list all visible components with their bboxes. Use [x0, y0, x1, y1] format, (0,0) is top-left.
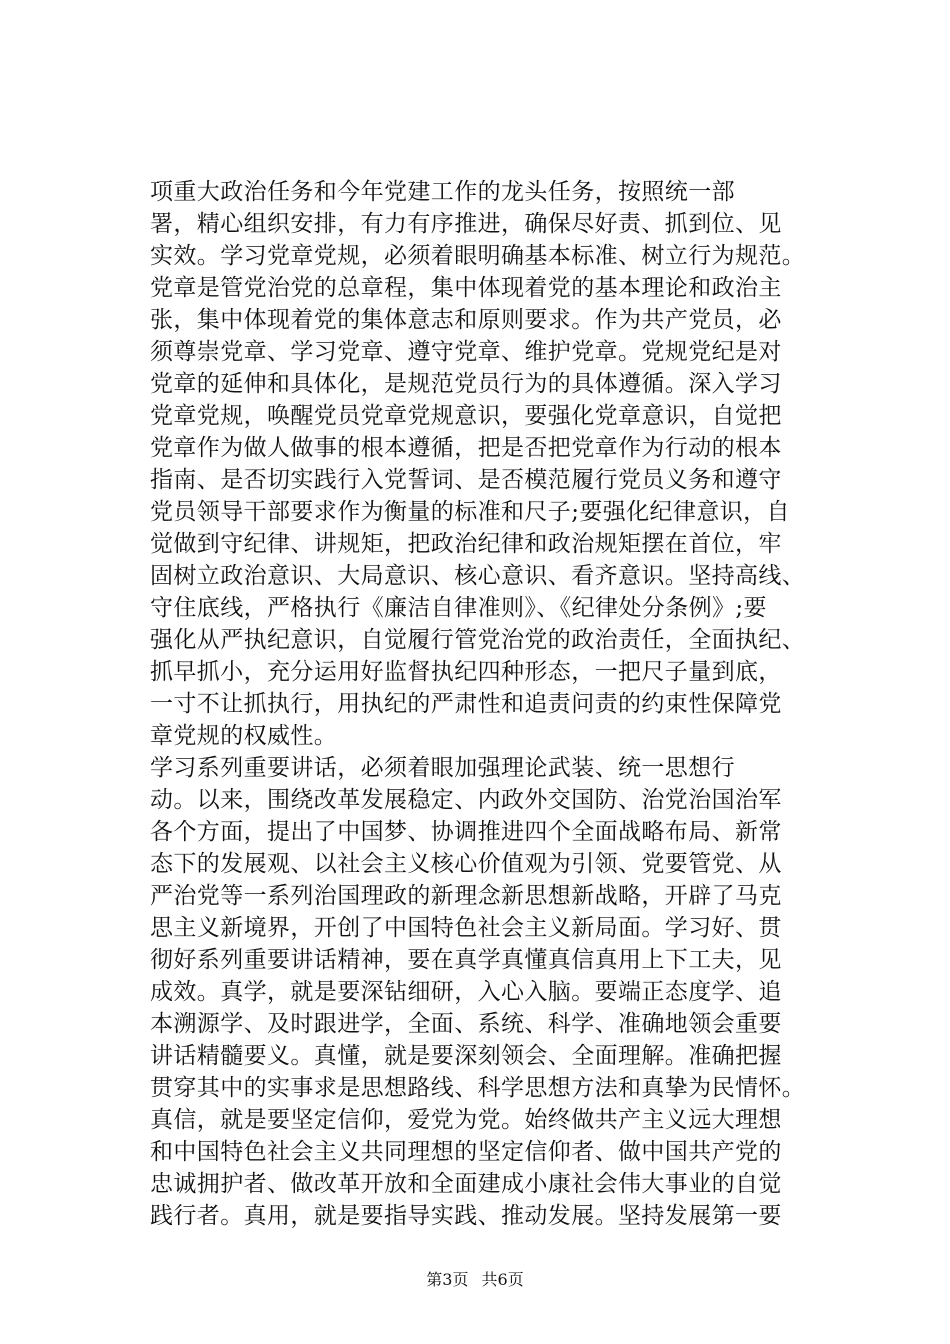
- text-line: 真信，就是要坚定信仰，爱党为党。始终做共产主义远大理想: [150, 1107, 782, 1133]
- text-line: 张，集中体现着党的集体意志和原则要求。作为共产党员，必: [150, 307, 782, 333]
- text-line: 实效。学习党章党规，必须着眼明确基本标准、树立行为规范。: [150, 243, 806, 269]
- text-line: 彻好系列重要讲话精神，要在真学真懂真信真用上下工夫，见: [150, 947, 782, 973]
- text-line: 党章是管党治党的总章程，集中体现着党的基本理论和政治主: [150, 275, 782, 301]
- text-line: 须尊崇党章、学习党章、遵守党章、维护党章。党规党纪是对: [150, 339, 782, 365]
- text-line: 态下的发展观、以社会主义核心价值观为引领、党要管党、从: [150, 851, 782, 877]
- text-line: 守住底线，严格执行《廉洁自律准则》、《纪律处分条例》;要: [150, 595, 767, 621]
- text-line: 章党规的权威性。: [150, 723, 338, 749]
- text-line: 忠诚拥护者、做改革开放和全面建成小康社会伟大事业的自觉: [150, 1171, 782, 1197]
- total-pages: 共6页: [481, 1270, 524, 1289]
- text-line: 践行者。真用，就是要指导实践、推动发展。坚持发展第一要: [150, 1203, 782, 1229]
- text-line: 一寸不让抓执行，用执纪的严肃性和追责问责的约束性保障党: [150, 691, 782, 717]
- text-line: 党章的延伸和具体化，是规范党员行为的具体遵循。深入学习: [150, 371, 782, 397]
- text-line: 贯穿其中的实事求是思想路线、科学思想方法和真挚为民情怀。: [150, 1075, 806, 1101]
- text-line: 指南、是否切实践行入党誓词、是否模范履行党员义务和遵守: [150, 467, 782, 493]
- text-line: 署，精心组织安排，有力有序推进，确保尽好责、抓到位、见: [150, 211, 782, 237]
- text-line: 固树立政治意识、大局意识、核心意识、看齐意识。坚持高线、: [150, 563, 806, 589]
- text-line: 强化从严执纪意识，自觉履行管党治党的政治责任，全面执纪、: [150, 627, 806, 653]
- text-line: 觉做到守纪律、讲规矩，把政治纪律和政治规矩摆在首位，牢: [150, 531, 782, 557]
- text-line: 思主义新境界，开创了中国特色社会主义新局面。学习好、贯: [150, 915, 782, 941]
- text-line: 党章党规，唤醒党员党章党规意识，要强化党章意识，自觉把: [150, 403, 782, 429]
- page-number: 第3页: [426, 1270, 469, 1289]
- text-line: 抓早抓小，充分运用好监督执纪四种形态，一把尺子量到底，: [150, 659, 782, 685]
- text-line: 讲话精髓要义。真懂，就是要深刻领会、全面理解。准确把握: [150, 1043, 782, 1069]
- text-line: 和中国特色社会主义共同理想的坚定信仰者、做中国共产党的: [150, 1139, 782, 1165]
- text-line: 党员领导干部要求作为衡量的标准和尺子;要强化纪律意识，自: [150, 499, 790, 525]
- text-line: 学习系列重要讲话，必须着眼加强理论武装、统一思想行: [150, 755, 735, 781]
- text-line: 本溯源学、及时跟进学，全面、系统、科学、准确地领会重要: [150, 1011, 782, 1037]
- text-line: 成效。真学，就是要深钻细研，入心入脑。要端正态度学、追: [150, 979, 782, 1005]
- page-footer: [0, 1270, 950, 1290]
- text-line: 项重大政治任务和今年党建工作的龙头任务，按照统一部: [150, 179, 735, 205]
- text-line: 各个方面，提出了中国梦、协调推进四个全面战略布局、新常: [150, 819, 782, 845]
- text-line: 动。以来，围绕改革发展稳定、内政外交国防、治党治国治军: [150, 787, 782, 813]
- text-line: 严治党等一系列治国理政的新理念新思想新战略，开辟了马克: [150, 883, 782, 909]
- body-text: [150, 176, 806, 1232]
- text-line: 党章作为做人做事的根本遵循，把是否把党章作为行动的根本: [150, 435, 782, 461]
